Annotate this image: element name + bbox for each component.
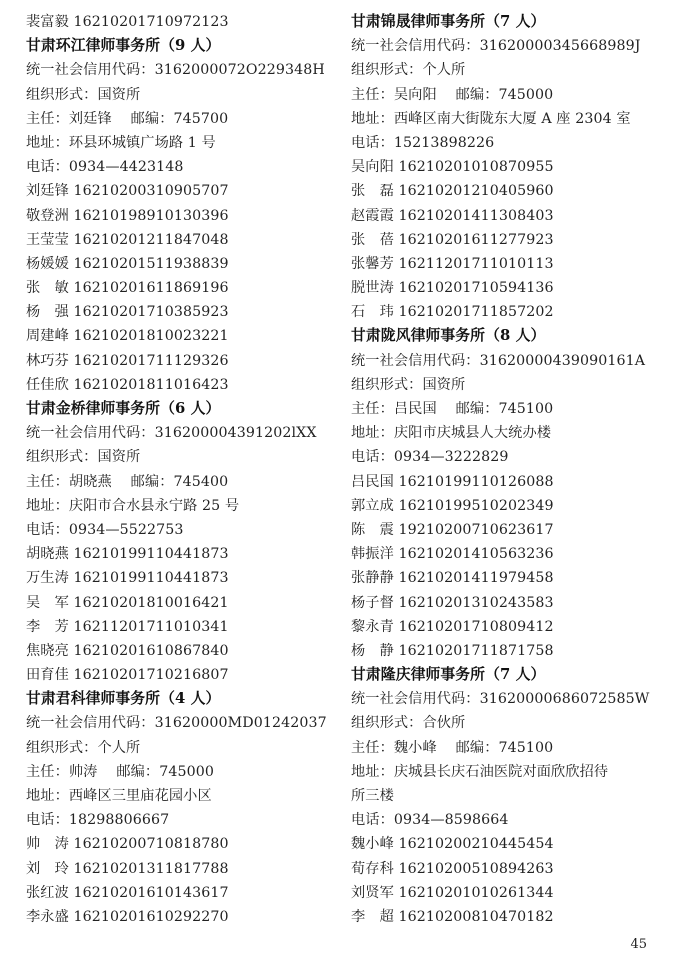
text-line: 主任：胡晓燕 邮编：745400 <box>26 473 229 490</box>
text-line: 所三楼 <box>351 788 394 804</box>
text-line: 地址：西峰区南大街陇东大厦 A 座 2304 室 <box>351 110 631 127</box>
text-line: 周建峰 16210201810023221 <box>26 328 229 345</box>
text-line: 组织形式：合伙所 <box>351 715 466 732</box>
text-line: 地址：环县环城镇广场路 1 号 <box>26 134 216 151</box>
text-line: 吕民国 16210199110126088 <box>351 473 554 490</box>
text-line: 敬登洲 16210198910130396 <box>26 207 229 224</box>
text-line: 电话：0934—8598664 <box>351 812 509 829</box>
text-line: 主任：吴向阳 邮编：745000 <box>351 86 554 103</box>
text-line: 统一社会信用代码：3162000072O229348H <box>26 62 325 79</box>
text-line: 地址：西峰区三里庙花园小区 <box>26 788 212 804</box>
text-line: 组织形式：国资所 <box>351 376 466 393</box>
text-line: 主任：吕民国 邮编：745100 <box>351 401 554 417</box>
text-line: 林巧芬 16210201711129326 <box>26 352 229 369</box>
text-line: 李 超 16210200810470182 <box>351 908 554 925</box>
text-line: 杨子督 16210201310243583 <box>351 594 554 611</box>
text-line: 王莹莹 16210201211847048 <box>26 231 229 248</box>
text-line: 石 玮 16210201711857202 <box>351 304 554 321</box>
right-column <box>351 10 669 929</box>
text-line: 统一社会信用代码：316200004391202lXX <box>26 425 317 442</box>
text-line: 张 蓓 16210201611277923 <box>351 231 554 248</box>
firm-heading: 甘肃环江律师事务所（9 人） <box>26 37 221 55</box>
text-line: 李永盛 16210201610292270 <box>26 908 229 925</box>
text-line: 电话：0934—3222829 <box>351 449 509 466</box>
text-line: 主任：帅涛 邮编：745000 <box>26 763 214 780</box>
text-line: 刘廷锋 16210200310905707 <box>26 183 229 200</box>
text-line: 胡晓燕 16210199110441873 <box>26 546 229 563</box>
text-line: 魏小峰 16210200210445454 <box>351 836 554 853</box>
text-line: 张馨芳 16211201711010113 <box>351 255 554 272</box>
text-line: 地址：庆阳市合水县永宁路 25 号 <box>26 497 240 514</box>
left-column <box>26 10 344 929</box>
text-line: 陈 震 19210200710623617 <box>351 521 554 538</box>
text-line: 地址：庆城县长庆石油医院对面欣欣招待 <box>351 763 609 780</box>
text-line: 电话：0934—5522753 <box>26 521 184 538</box>
text-line: 主任：魏小峰 邮编：745100 <box>351 739 554 756</box>
text-line: 张 磊 16210201210405960 <box>351 183 554 200</box>
text-line: 田育佳 16210201710216807 <box>26 667 229 684</box>
text-line: 电话：0934—4423148 <box>26 159 184 176</box>
text-line: 统一社会信用代码：31620000345668989J <box>351 38 641 55</box>
text-line: 裴富毅 16210201710972123 <box>26 14 229 30</box>
text-line: 万生涛 16210199110441873 <box>26 570 229 587</box>
firm-heading: 甘肃君科律师事务所（4 人） <box>26 690 221 708</box>
firm-heading: 甘肃金桥律师事务所（6 人） <box>26 400 221 417</box>
text-line: 地址：庆阳市庆城县人大统办楼 <box>351 425 552 442</box>
text-line: 李 芳 16211201711010341 <box>26 618 229 635</box>
text-line: 吴 军 16210201810016421 <box>26 594 229 611</box>
text-line: 主任：刘廷锋 邮编：745700 <box>26 110 229 127</box>
text-line: 帅 涛 16210200710818780 <box>26 836 229 853</box>
text-line: 杨媛媛 16210201511938839 <box>26 255 229 272</box>
text-line: 组织形式：个人所 <box>26 739 141 756</box>
text-line: 刘 玲 16210201311817788 <box>26 860 229 877</box>
text-line: 郭立成 16210199510202349 <box>351 497 554 514</box>
text-line: 荀存科 16210200510894263 <box>351 860 554 877</box>
firm-heading: 甘肃隆庆律师事务所（7 人） <box>351 666 546 684</box>
text-line: 张红波 16210201610143617 <box>26 884 229 901</box>
firm-heading: 甘肃陇风律师事务所（8 人） <box>351 327 546 345</box>
text-line: 刘贤军 16210201010261344 <box>351 884 554 901</box>
text-line: 黎永青 16210201710809412 <box>351 618 554 635</box>
text-line: 吴向阳 16210201010870955 <box>351 159 554 176</box>
text-line: 组织形式：个人所 <box>351 62 466 79</box>
text-line: 组织形式：国资所 <box>26 449 141 466</box>
page-number: 45 <box>630 937 647 952</box>
text-line: 组织形式：国资所 <box>26 86 141 103</box>
text-line: 张静静 16210201411979458 <box>351 570 554 587</box>
text-line: 电话：15213898226 <box>351 134 495 151</box>
text-line: 杨 静 16210201711871758 <box>351 642 554 659</box>
firm-heading: 甘肃锦晟律师事务所（7 人） <box>351 13 546 30</box>
text-line: 焦晓亮 16210201610867840 <box>26 642 229 659</box>
text-line: 统一社会信用代码：31620000686072585W <box>351 691 650 708</box>
text-line: 韩振洋 16210201410563236 <box>351 546 554 563</box>
text-line: 电话：18298806667 <box>26 812 170 829</box>
text-line: 张 敏 16210201611869196 <box>26 280 229 297</box>
text-line: 脱世涛 16210201710594136 <box>351 280 554 297</box>
text-line: 任佳欣 16210201811016423 <box>26 376 229 393</box>
text-line: 统一社会信用代码：31620000439090161A <box>351 352 646 369</box>
text-line: 杨 强 16210201710385923 <box>26 304 229 321</box>
text-line: 赵霞霞 16210201411308403 <box>351 207 554 224</box>
text-line: 统一社会信用代码：31620000MD01242037 <box>26 715 327 732</box>
